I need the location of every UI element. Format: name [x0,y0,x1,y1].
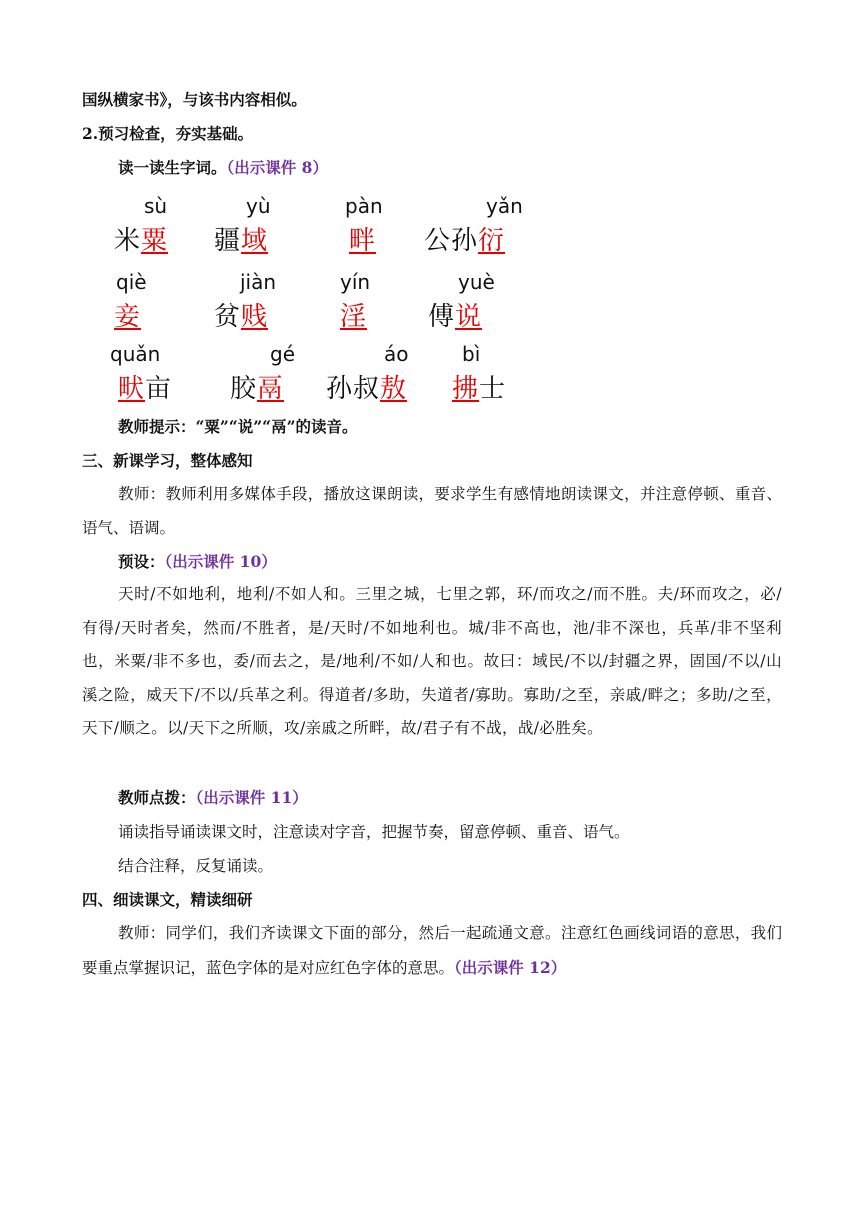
pinyin: sù [144,194,168,218]
word: 傅说 [428,302,483,332]
pinyin: qiè [116,270,147,294]
word: 淫 [340,302,368,332]
pinyin: jiàn [240,270,277,294]
courseware-ref-11: （出示课件 11） [195,788,308,807]
combine-notes: 结合注释，反复诵读。 [118,857,274,875]
pinyin: yín [340,270,371,294]
word: 孙叔敖 [326,374,408,404]
pinyin: yǎn [486,194,523,218]
pinyin: yù [246,194,271,218]
word: 胶鬲 [230,374,285,404]
word: 疆域 [214,226,269,256]
pinyin: gé [270,342,295,366]
word: 米粟 [114,226,169,256]
word: 妾 [114,302,142,332]
intro-tail: 国纵横家书》，与该书内容相似。 [82,90,307,109]
vocab-grid [100,190,560,410]
courseware-ref-12: （出示课件 12） [454,957,567,977]
recite-guide: 诵读指导诵读课文时，注意读对字音，把握节奏，留意停顿、重音、语气。 [118,823,630,841]
preset-label: 预设： [118,552,165,571]
word: 拂士 [452,374,507,404]
section-3-title: 三、新课学习，整体感知 [82,451,253,470]
pinyin: yuè [458,270,495,294]
section-4-title: 四、细读课文，精读细研 [82,890,253,909]
read-words-label: 读一读生字词。 [118,158,227,177]
pinyin: áo [384,342,409,366]
word: 畎亩 [118,374,173,404]
pinyin: bì [462,342,481,366]
passage: 天时/不如地利，地利/不如人和。三里之城，七里之郭，环/而攻之/而不胜。夫/环而攻之，必/有得/天时者矣，然而/不胜者，是/天时/不如地利也。城/非不高也，池/非不深也，兵革/非不坚利也，米粟/非不多也，委/而去之，是/地利/不如/人和也。故曰：域民/不以/封疆之界，固国/不以/山溪之险，威天下/不以/兵革之利。得道者/多助，失道者/寡助。寡助/之至，亲戚/畔之；多助/之至，天下/顺之。以/天下之所顺，攻/亲戚之所畔，故/君子有不战，战/必胜矣。 [82,585,782,737]
courseware-ref-8: （出示课件 8） [226,158,328,177]
teacher-tip: 教师提示：“粟”“说”“鬲”的读音。 [118,417,358,436]
word: 公孙衍 [424,226,506,256]
teacher-pointer [118,788,308,808]
courseware-ref-10: （出示课件 10） [164,552,277,571]
teacher-paragraph-2: 教师：同学们，我们齐读课文下面的部分，然后一起疏通文意。注意红色画线词语的意思，我们要重点掌握识记，蓝色字体的是对应红色字体的意思。（出示课件 12） [82,924,782,977]
section-2-title: 2.预习检查，夯实基础。 [82,124,254,143]
teacher-paragraph: 教师：教师利用多媒体手段，播放这课朗读，要求学生有感情地朗读课文，并注意停顿、重音、语气、语调。 [82,485,782,537]
preset [118,552,277,572]
teacher-pointer-label: 教师点拨： [118,788,196,807]
read-words [118,158,328,178]
word: 贫贱 [214,302,269,332]
word: 畔 [349,226,377,256]
pinyin: quǎn [110,342,161,366]
pinyin: pàn [345,194,383,218]
